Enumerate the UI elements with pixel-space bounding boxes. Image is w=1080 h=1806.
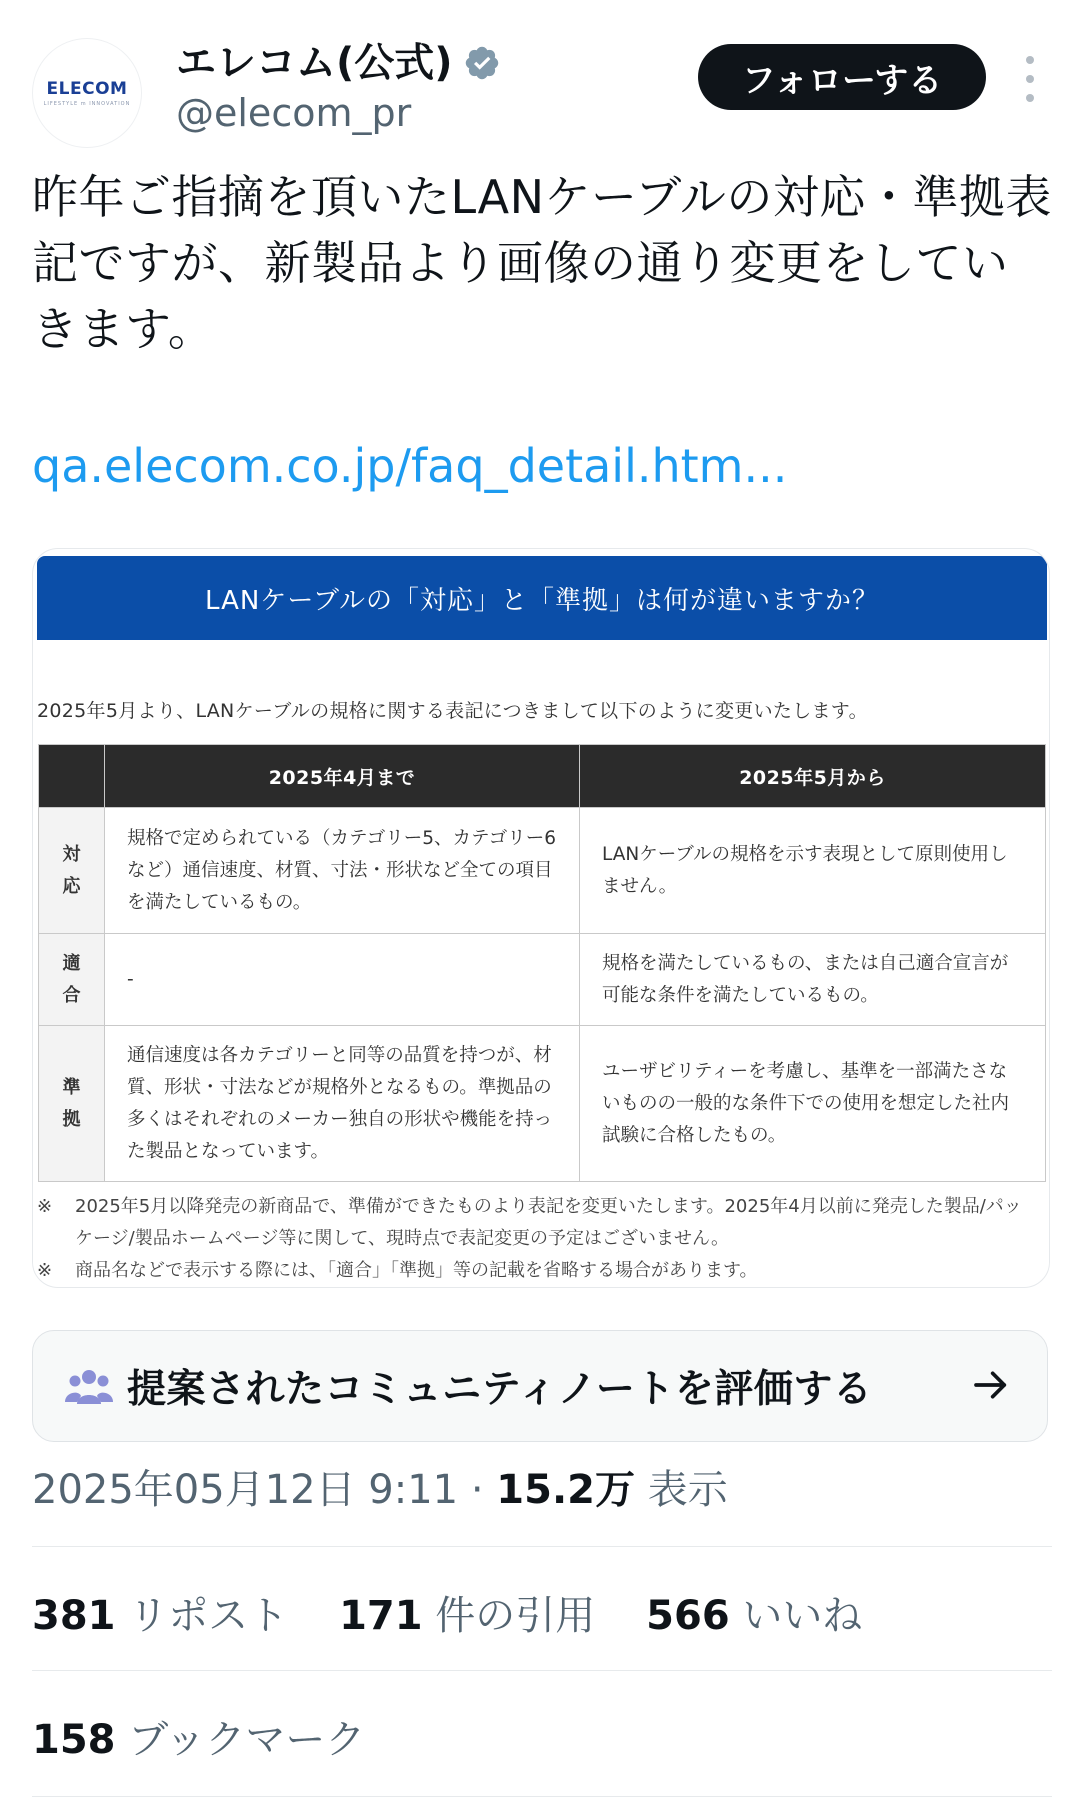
note-mark: ※: [37, 1260, 53, 1281]
cell-after: LANケーブルの規格を示す表現として原則使用しません。: [580, 808, 1046, 934]
avatar-tagline: LIFESTYLE m INNOVATION: [43, 101, 131, 107]
note-text: 商品名などで表示する際には、「適合」「準拠」等の記載を省略する場合があります。: [75, 1260, 758, 1281]
quotes-count: 171: [339, 1593, 423, 1639]
meta-separator: ·: [470, 1467, 484, 1513]
more-dot: [1026, 75, 1034, 83]
avatar-brand: ELECOM: [46, 79, 128, 99]
community-notes-label: 提案されたコミュニティノートを評価する: [127, 1367, 873, 1412]
display-name-row[interactable]: [176, 38, 501, 88]
tweet-datetime[interactable]: 2025年05月12日 9:11: [32, 1467, 459, 1513]
quotes-label: 件の引用: [435, 1593, 596, 1639]
likes-label: いいね: [742, 1593, 863, 1639]
note-mark: ※: [37, 1196, 53, 1217]
verified-badge-icon: [463, 44, 501, 82]
row-label: 適 合: [39, 934, 105, 1026]
image-intro: 2025年5月より、LANケーブルの規格に関する表記につきまして以下のように変更いたします。: [37, 700, 868, 722]
likes-stat[interactable]: [646, 1593, 862, 1639]
row-label: 対 応: [39, 808, 105, 934]
bookmarks-label: ブックマーク: [128, 1717, 366, 1763]
image-notes: [37, 1191, 1037, 1287]
tweet-link[interactable]: qa.elecom.co.jp/faq_detail.htm...: [32, 439, 788, 493]
column-header: 2025年5月から: [580, 745, 1046, 808]
arrow-right-icon: [971, 1365, 1011, 1405]
image-banner: LANケーブルの「対応」と「準拠」は何が違いますか？: [37, 556, 1047, 640]
cell-after: ユーザビリティーを考慮し、基準を一部満たさないものの一般的な条件下での使用を想定した社内試験に合格したもの。: [580, 1026, 1046, 1182]
display-name[interactable]: エレコム(公式): [176, 40, 453, 86]
reposts-label: リポスト: [128, 1593, 289, 1639]
more-dot: [1026, 94, 1034, 102]
bookmarks-stat[interactable]: [32, 1712, 365, 1768]
table-row: [39, 808, 1046, 934]
note-item: [37, 1255, 1037, 1287]
community-notes-button[interactable]: [32, 1330, 1048, 1442]
divider: [32, 1546, 1052, 1547]
cell-before: 規格で定められている（カテゴリー5、カテゴリー6など）通信速度、材質、寸法・形状など全ての項目を満たしているもの。: [105, 808, 580, 934]
more-dot: [1026, 56, 1034, 64]
table-row: [39, 1026, 1046, 1182]
handle[interactable]: @elecom_pr: [176, 91, 412, 135]
table-header-row: [39, 745, 1046, 808]
table-row: [39, 934, 1046, 1026]
avatar[interactable]: [32, 38, 142, 148]
cell-before: -: [105, 934, 580, 1026]
follow-button[interactable]: フォローする: [698, 44, 986, 110]
community-notes-icon: [65, 1366, 113, 1406]
likes-count: 566: [646, 1593, 730, 1639]
views-label: 表示: [647, 1467, 728, 1513]
comparison-table: [38, 744, 1046, 1182]
views-count: 15.2万: [496, 1467, 635, 1513]
column-header: 2025年4月まで: [105, 745, 580, 808]
quotes-stat[interactable]: [339, 1593, 595, 1639]
table-corner: [39, 745, 105, 808]
note-item: [37, 1191, 1037, 1255]
cell-after: 規格を満たしているもの、または自己適合宣言が可能な条件を満たしているもの。: [580, 934, 1046, 1026]
tweet-meta: [32, 1462, 728, 1518]
tweet-image[interactable]: [32, 548, 1050, 1288]
reposts-count: 381: [32, 1593, 116, 1639]
more-icon[interactable]: [1010, 56, 1050, 102]
engagement-stats: [32, 1588, 862, 1644]
cell-before: 通信速度は各カテゴリーと同等の品質を持つが、材質、形状・寸法などが規格外となるもの。準拠品の多くはそれぞれのメーカー独自の形状や機能を持った製品となっています。: [105, 1026, 580, 1182]
row-label: 準 拠: [39, 1026, 105, 1182]
tweet-text: 昨年ご指摘を頂いたLANケーブルの対応・準拠表記ですが、新製品より画像の通り変更をしていきます。: [32, 170, 1052, 356]
note-text: 2025年5月以降発売の新商品で、準備ができたものより表記を変更いたします。2025年4月以前に発売した製品/パッケージ/製品ホームページ等に関して、現時点で表記変更の予定はございません。: [75, 1196, 1022, 1249]
divider: [32, 1670, 1052, 1671]
divider: [32, 1796, 1052, 1797]
bookmarks-count: 158: [32, 1717, 116, 1763]
reposts-stat[interactable]: [32, 1593, 288, 1639]
